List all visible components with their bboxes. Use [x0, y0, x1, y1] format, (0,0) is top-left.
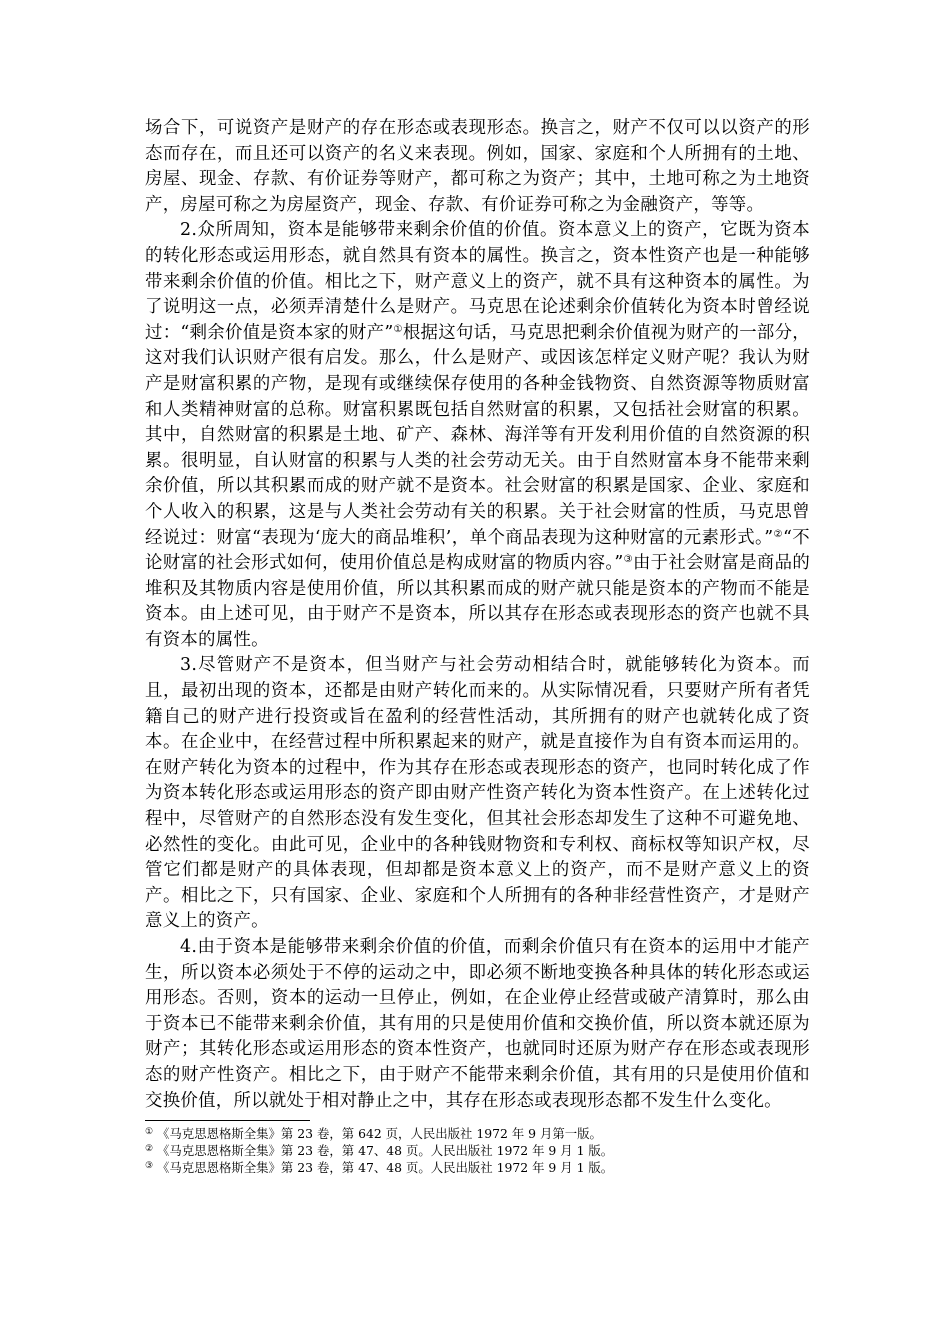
paragraph-text: 4.由于资本是能够带来剩余价值的价值，而剩余价值只有在资本的运用中才能产生，所以资本必须处于不停的运动之中，即必须不断地变换各种具体的转化形态或运用形态。否则，资本的运动一旦停止，例如，在企业停止经营或破产清算时，那么由于资本已不能带来剩余价值，其有用的只是使用价值和交换价值，所以资本就还原为财产；其转化形态或运用形态的资本性资产，也就同时还原为财产存在形态或表现形态的财产性资产。相比之下，由于财产不能带来剩余价值，其有用的只是使用价值和交换价值，所以就处于相对静止之中，其存在形态或表现形态都不发生什么变化。 — [145, 937, 810, 1111]
body-text — [145, 116, 810, 1114]
footnote-reference[interactable]: ② — [773, 528, 783, 540]
footnote-text: 《马克思恩格斯全集》第 23 卷，第 642 页，人民出版社 1972 年 9 月第一版。 — [157, 1126, 602, 1142]
footnote-text: 《马克思恩格斯全集》第 23 卷，第 47、48 页。人民出版社 1972 年 9 月 1 版。 — [157, 1160, 614, 1176]
footnote-text: 《马克思恩格斯全集》第 23 卷，第 47、48 页。人民出版社 1972 年 9 月 1 版。 — [157, 1143, 614, 1159]
footnote — [145, 1142, 810, 1159]
footnote-mark: ③ — [145, 1161, 154, 1172]
paragraph-text: 由于社会财富是商品的堆积及其物质内容是使用价值，所以其积累而成的财产就只能是资本的产物而不能是资本。由上述可见，由于财产不是资本，所以其存在形态或表现形态的资产也就不具有资本的属性。 — [145, 553, 811, 650]
footnote-mark: ① — [145, 1127, 154, 1138]
paragraph — [145, 935, 810, 1114]
footnotes — [145, 1125, 810, 1176]
footnote — [145, 1159, 810, 1176]
paragraph — [145, 218, 810, 653]
paragraph-text: 场合下，可说资产是财产的存在形态或表现形态。换言之，财产不仅可以以资产的形态而存在，而且还可以资产的名义来表现。例如，国家、家庭和个人所拥有的土地、房屋、现金、存款、有价证券等财产，都可称之为资产；其中，土地可称之为土地资产，房屋可称之为房屋资产，现金、存款、有价证券可称之为金融资产，等等。 — [145, 118, 810, 215]
paragraph-text: 根据这句话，马克思把剩余价值视为财产的一部分，这对我们认识财产很有启发。那么，什么是财产、或因该怎样定义财产呢？我认为财产是财富积累的产物，是现有或继续保存使用的各种金钱物资、自然资源等物质财富和人类精神财富的总称。财富积累既包括自然财富的积累，又包括社会财富的积累。其中，自然财富的积累是土地、矿产、森林、海洋等有开发利用价值的自然资源的积累。很明显，自认财富的积累与人类的社会劳动无关。由于自然财富本身不能带来剩余价值，所以其积累而成的财产就不是资本。社会财富的积累是国家、企业、家庭和个人收入的积累，这是与人类社会劳动有关的积累。关于社会财富的性质，马克思曾经说过：财富“表现为‘庞大的商品堆积’，单个商品表现为这种财富的元素形式。” — [145, 322, 811, 548]
paragraph — [145, 653, 810, 935]
paragraph-text: “不论财富的社会形式如何，使用价值总是构成财富的物质内容。” — [145, 527, 811, 574]
footnote-separator — [145, 1120, 310, 1121]
paragraph-text: 3.尽管财产不是资本，但当财产与社会劳动相结合时，就能够转化为资本。而且，最初出现的资本，还都是由财产转化而来的。从实际情况看，只要财产所有者凭籍自己的财产进行投资或旨在盈利的经营性活动，其所拥有的财产也就转化成了资本。在企业中，在经营过程中所积累起来的财产，就是直接作为自有资本而运用的。在财产转化为资本的过程中，作为其存在形态或表现形态的资产，也同时转化成了作为资本转化形态或运用形态的资产即由财产性资产转化为资本性资产。在上述转化过程中，尽管财产的自然形态没有发生变化，但其社会形态却发生了这种不可避免地、必然性的变化。由此可见，企业中的各种钱财物资和专利权、商标权等知识产权，尽管它们都是财产的具体表现，但却都是资本意义上的资产，而不是财产意义上的资产。相比之下，只有国家、企业、家庭和个人所拥有的各种非经营性资产，才是财产意义上的资产。 — [145, 655, 810, 932]
footnote-reference[interactable]: ③ — [623, 554, 633, 566]
paragraph-text: 2.众所周知，资本是能够带来剩余价值的价值。资本意义上的资产，它既为资本的转化形态或运用形态，就自然具有资本的属性。换言之，资本性资产也是一种能够带来剩余价值的价值。相比之下，财产意义上的资产，就不具有这种资本的属性。为了说明这一点，必须弄清楚什么是财产。马克思在论述剩余价值转化为资本时曾经说过：“剩余价值是资本家的财产” — [145, 220, 810, 343]
footnote-mark: ② — [145, 1144, 154, 1155]
document-page — [145, 116, 810, 1176]
footnote-reference[interactable]: ① — [393, 323, 403, 335]
footnote — [145, 1125, 810, 1142]
paragraph — [145, 116, 810, 218]
